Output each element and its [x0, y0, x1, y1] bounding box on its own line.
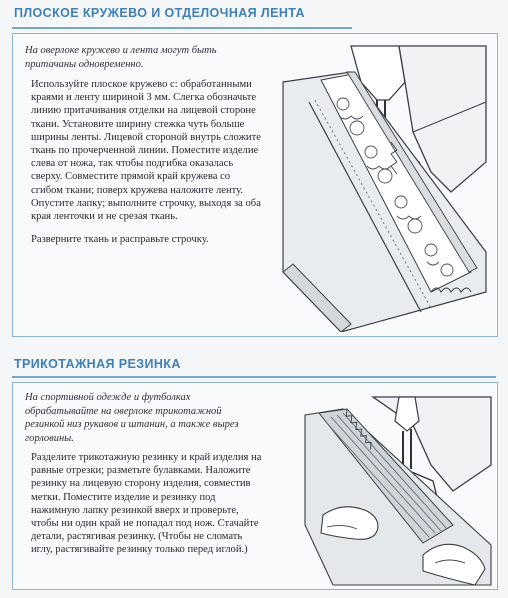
- section2-title-underline: [12, 376, 496, 378]
- section1-title: ПЛОСКОЕ КРУЖЕВО И ОТДЕЛОЧНАЯ ЛЕНТА: [14, 6, 305, 20]
- serger-lace-illustration: [281, 42, 491, 332]
- section1-body: [31, 78, 263, 256]
- section1-intro: На оверлоке кружево и лента могут быть притачаны одновременно.: [25, 45, 217, 70]
- section2-body: [31, 451, 263, 567]
- section1-title-underline: [12, 27, 352, 29]
- section2-box: [12, 382, 498, 590]
- section1-paragraph-1: Используйте плоское кружево с: обработанными краями и ленту шириной 3 мм. Слегка обозначьте линию притачивания отделки на лицевой стороне ткани. Установите ширину стежка чуть больше ширины ленты. Лицевой стороной внутрь сложите ткань по прочерченной линии. Поместите изделие слева от ножа, так чтобы подгибка оказалась сверху. Совместите прямой край кружева со сгибом ткани; поверх кружева наложите ленту. Опустите лапку; выполните строчку, выходя за оба края ленточки и не срезая ткань.: [31, 79, 261, 223]
- serger-rib-illustration: [303, 395, 493, 587]
- section2-intro: На спортивной одежде и футболках обрабатывайте на оверлоке трикотажной резинкой низ рукавов и штанин, а также вырез горловины.: [25, 392, 239, 444]
- section1-paragraph-2: Разверните ткань и расправьте строчку.: [31, 234, 209, 246]
- section2-paragraph-1: Разделите трикотажную резинку и край изделия на равные отрезки; разметьте булавками. Наложите резинку на лицевую сторону изделия, совместив метки. Поместите изделие и резинку под нажимную лапку резинкой вверх и проверьте, чтобы ни один край не попадал под нож. Стачайте детали, растягивая резинку. (Чтобы не сломать иглу, растягивайте резинку только перед иглой.): [31, 452, 262, 556]
- section1-box: [12, 33, 498, 337]
- section2-title: ТРИКОТАЖНАЯ РЕЗИНКА: [14, 357, 181, 371]
